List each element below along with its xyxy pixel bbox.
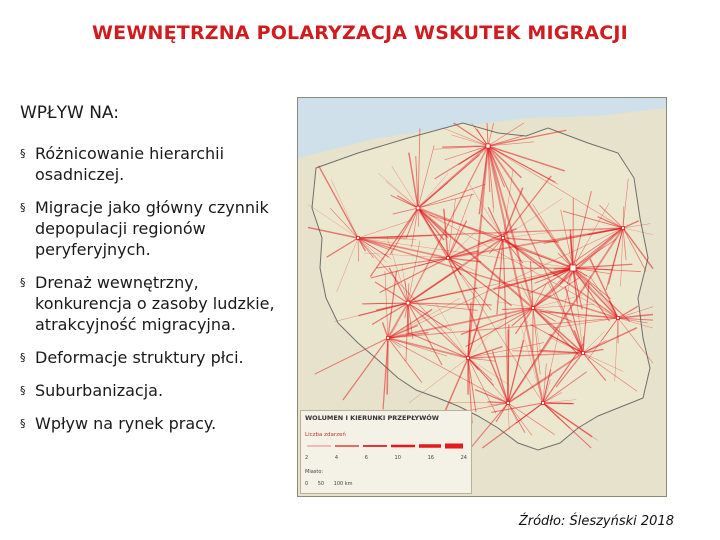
city-node xyxy=(622,227,625,230)
bullet-item xyxy=(20,143,292,185)
bullet-marker-icon: § xyxy=(20,147,26,160)
bullet-list xyxy=(20,143,292,434)
bullet-marker-icon: § xyxy=(20,417,26,430)
legend-title: WOLUMEN I KIERUNKI PRZEPŁYWÓW xyxy=(305,414,439,422)
legend-cities-label: Miasto: xyxy=(305,469,324,475)
city-node xyxy=(387,337,390,340)
scale-bar-end: 100 km xyxy=(333,481,353,487)
legend-scale-bar xyxy=(305,481,353,487)
city-node xyxy=(532,307,535,310)
city-node xyxy=(582,352,585,355)
city-node xyxy=(542,402,545,405)
slide-title: WEWNĘTRZNA POLARYZACJA WSKUTEK MIGRACJI xyxy=(92,22,628,44)
bullet-item xyxy=(20,197,292,260)
bullet-item xyxy=(20,272,292,335)
bullet-marker-icon: § xyxy=(20,384,26,397)
scale-bar-mid: 50 xyxy=(317,481,325,487)
section-heading: WPŁYW NA: xyxy=(20,103,119,123)
legend-tick: 2 xyxy=(305,455,309,461)
bullet-marker-icon: § xyxy=(20,201,26,214)
legend-line-scale xyxy=(305,439,465,453)
city-node xyxy=(617,317,620,320)
map-legend xyxy=(300,410,472,494)
city-node xyxy=(357,237,360,240)
city-node xyxy=(416,206,420,210)
text-column xyxy=(20,103,292,446)
city-node xyxy=(447,257,450,260)
legend-tick: 10 xyxy=(394,455,401,461)
city-node xyxy=(406,301,410,305)
city-node xyxy=(502,237,505,240)
bullet-text: Migracje jako główny czynnik depopulacji regionów peryferyjnych. xyxy=(35,198,269,259)
bullet-marker-icon: § xyxy=(20,351,26,364)
bullet-marker-icon: § xyxy=(20,276,26,289)
flow-line xyxy=(543,403,574,404)
city-node xyxy=(570,265,576,271)
legend-tick: 24 xyxy=(460,455,467,461)
legend-ticks xyxy=(305,455,467,461)
scale-bar-start: 0 xyxy=(305,481,309,487)
legend-tick: 6 xyxy=(364,455,368,461)
bullet-item xyxy=(20,347,292,368)
city-node xyxy=(486,144,490,148)
bullet-item xyxy=(20,413,292,434)
flow-line xyxy=(495,268,573,269)
city-node xyxy=(467,357,470,360)
bullet-text: Drenaż wewnętrzny, konkurencja o zasoby ludzkie, atrakcyjność migracyjna. xyxy=(35,273,275,334)
bullet-item xyxy=(20,380,292,401)
bullet-text: Różnicowanie hierarchii osadniczej. xyxy=(35,144,225,184)
legend-tick: 4 xyxy=(334,455,339,461)
legend-tick: 16 xyxy=(427,455,434,461)
city-node xyxy=(507,402,510,405)
bullet-text: Deformacje struktury płci. xyxy=(35,348,244,367)
bullet-text: Suburbanizacja. xyxy=(35,381,164,400)
bullet-text: Wpływ na rynek pracy. xyxy=(35,414,217,433)
source-citation: Źródło: Śleszyński 2018 xyxy=(518,514,674,529)
legend-subtitle: Liczba zdarzeń xyxy=(305,432,346,438)
